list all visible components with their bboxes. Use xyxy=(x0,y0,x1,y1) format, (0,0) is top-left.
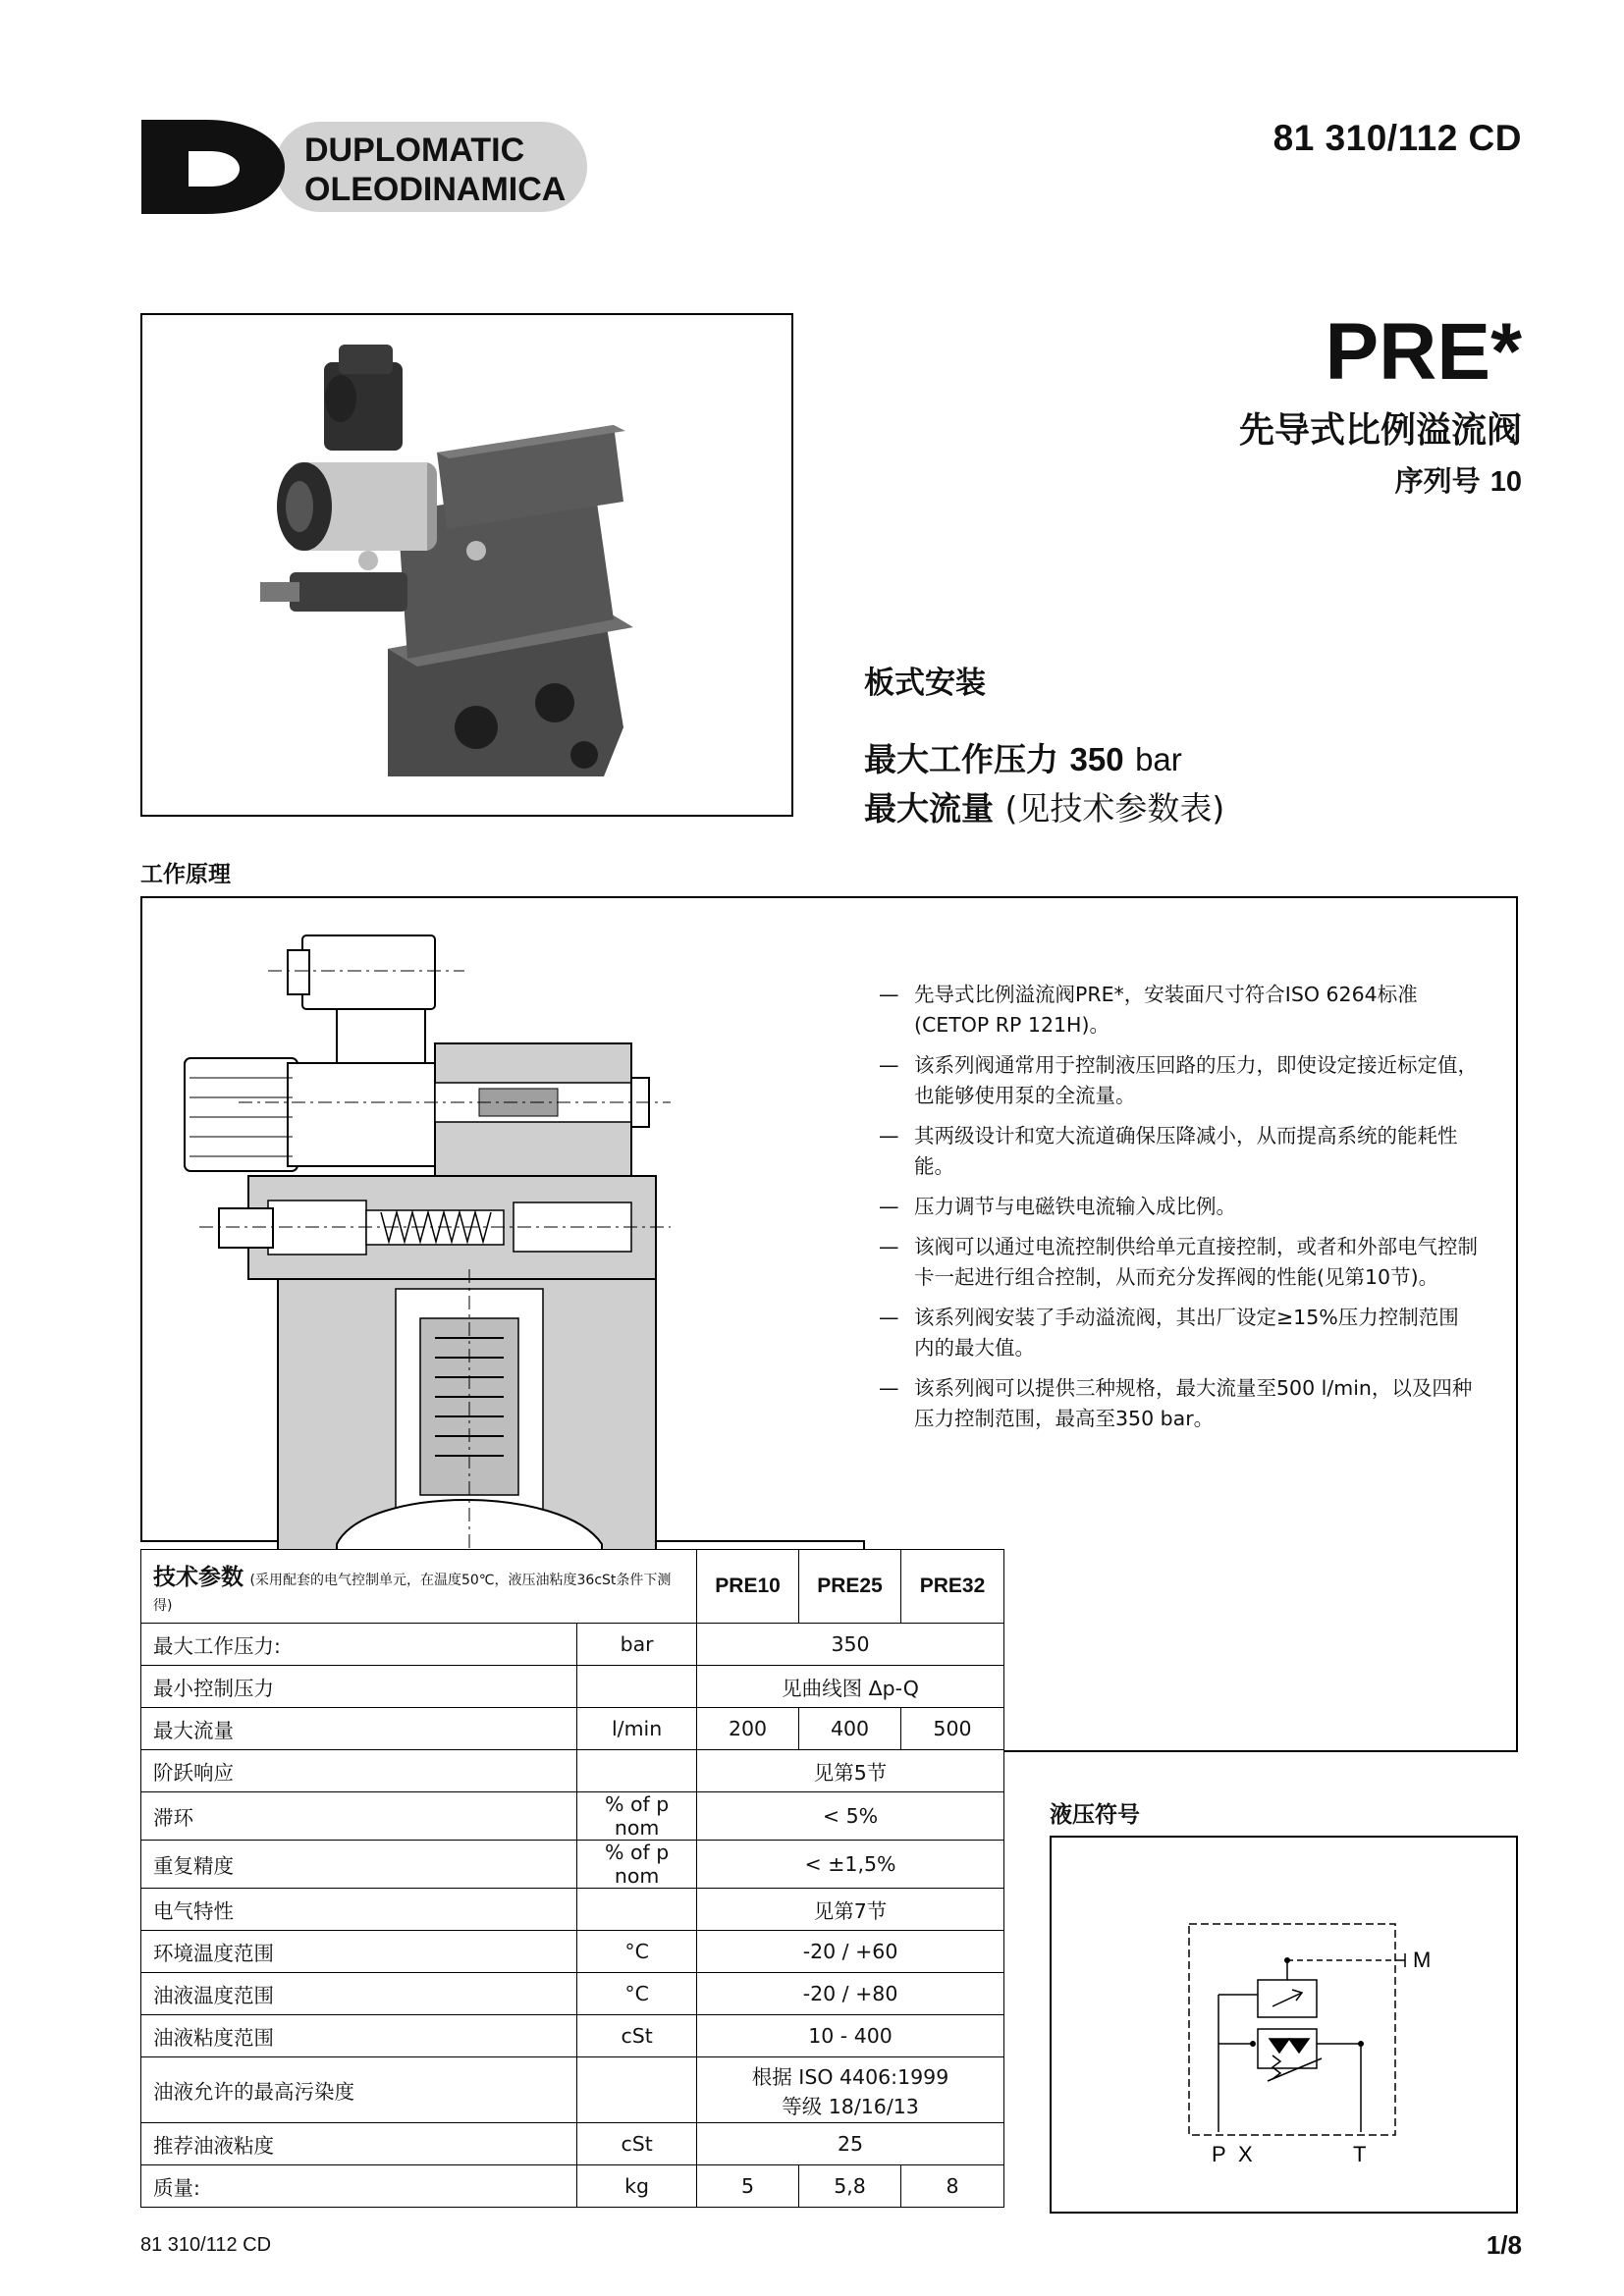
param-cell: 最大流量 xyxy=(141,1708,577,1750)
param-cell: 最小控制压力 xyxy=(141,1666,577,1708)
max-pressure-label: 最大工作压力 xyxy=(864,740,1058,778)
unit-cell: kg xyxy=(577,2165,697,2208)
table-row xyxy=(141,2123,1004,2165)
symbol-label-t: T xyxy=(1353,2142,1367,2166)
value-cell: 10 - 400 xyxy=(697,2015,1004,2057)
table-title-cell xyxy=(141,1550,697,1624)
param-cell: 重复精度 xyxy=(141,1841,577,1889)
param-cell: 阶跃响应 xyxy=(141,1750,577,1792)
brand-line-2: OLEODINAMICA xyxy=(304,171,567,208)
table-row xyxy=(141,1624,1004,1666)
unit-cell: cSt xyxy=(577,2015,697,2057)
unit-cell: % of p nom xyxy=(577,1841,697,1889)
principle-bullets xyxy=(879,980,1478,1444)
value-cell: 见曲线图 Δp-Q xyxy=(697,1666,1004,1708)
unit-cell: cSt xyxy=(577,2123,697,2165)
bullet-item: — 先导式比例溢流阀PRE*，安装面尺寸符合ISO 6264标准(CETOP RP 121H)。 xyxy=(879,983,1418,1037)
page-number: 1/8 xyxy=(1486,2230,1522,2260)
footer-code: 81 310/112 CD xyxy=(140,2234,272,2256)
value-cell: 200 xyxy=(697,1708,799,1750)
value-cell: 8 xyxy=(901,2165,1004,2208)
table-row xyxy=(141,1792,1004,1841)
value-cell: -20 / +60 xyxy=(697,1931,1004,1973)
symbol-label-p: P xyxy=(1212,2142,1226,2166)
value-cell: 5,8 xyxy=(799,2165,901,2208)
value-cell: 400 xyxy=(799,1708,901,1750)
symbol-label-x: X xyxy=(1238,2142,1253,2166)
mounting-type: 板式安装 xyxy=(864,666,986,701)
unit-cell: % of p nom xyxy=(577,1792,697,1841)
table-row xyxy=(141,1841,1004,1889)
value-cell: 见第5节 xyxy=(697,1750,1004,1792)
table-row xyxy=(141,1666,1004,1708)
value-cell: 25 xyxy=(697,2123,1004,2165)
unit-cell xyxy=(577,2057,697,2123)
bullet-item: — 该系列阀可以提供三种规格，最大流量至500 l/min，以及四种压力控制范围，最高至350 bar。 xyxy=(879,1376,1473,1430)
tech-spec-table xyxy=(140,1549,1004,2208)
unit-cell xyxy=(577,1889,697,1931)
param-cell: 油液粘度范围 xyxy=(141,2015,577,2057)
param-cell: 环境温度范围 xyxy=(141,1931,577,1973)
param-cell: 最大工作压力: xyxy=(141,1624,577,1666)
value-cell: < ±1,5% xyxy=(697,1841,1004,1889)
value-cell xyxy=(697,2057,1004,2123)
table-note: (采用配套的电气控制单元，在温度50℃，液压油粘度36cSt条件下测得) xyxy=(153,1572,672,1614)
table-row xyxy=(141,1973,1004,2015)
principle-heading: 工作原理 xyxy=(140,862,231,887)
max-flow xyxy=(864,783,1224,829)
series-line xyxy=(1395,459,1522,500)
param-cell: 滞环 xyxy=(141,1792,577,1841)
param-cell: 油液温度范围 xyxy=(141,1973,577,2015)
table-row xyxy=(141,1931,1004,1973)
max-pressure-value: 350 xyxy=(1069,741,1124,777)
value-cell: -20 / +80 xyxy=(697,1973,1004,2015)
unit-cell xyxy=(577,1666,697,1708)
value-line: 根据 ISO 4406:1999 xyxy=(751,2065,949,2089)
table-row xyxy=(141,1750,1004,1792)
table-row xyxy=(141,1889,1004,1931)
table-row xyxy=(141,2057,1004,2123)
product-photo xyxy=(140,313,793,817)
table-row xyxy=(141,2165,1004,2208)
max-pressure-unit: bar xyxy=(1135,741,1182,777)
value-cell: 500 xyxy=(901,1708,1004,1750)
param-cell: 电气特性 xyxy=(141,1889,577,1931)
unit-cell xyxy=(577,1750,697,1792)
model-header: PRE10 xyxy=(697,1550,799,1624)
brand-line-1: DUPLOMATIC xyxy=(304,132,525,169)
unit-cell: °C xyxy=(577,1973,697,2015)
param-cell: 油液允许的最高污染度 xyxy=(141,2057,577,2123)
symbol-label-m: M xyxy=(1413,1948,1432,1972)
symbol-heading: 液压符号 xyxy=(1050,1802,1140,1828)
bullet-item: — 该阀可以通过电流控制供给单元直接控制，或者和外部电气控制卡一起进行组合控制，从而充分发挥阀的性能(见第10节)。 xyxy=(879,1235,1478,1289)
value-cell: 350 xyxy=(697,1624,1004,1666)
company-logo xyxy=(137,116,589,218)
bullet-item: — 该系列阀通常用于控制液压回路的压力，即使设定接近标定值，也能够使用泵的全流量。 xyxy=(879,1053,1478,1107)
bullet-item: — 其两级设计和宽大流道确保压降减小，从而提高系统的能耗性能。 xyxy=(879,1124,1458,1178)
table-row xyxy=(141,2015,1004,2057)
unit-cell: °C xyxy=(577,1931,697,1973)
table-header-row xyxy=(141,1550,1004,1624)
bullet-item: — 该系列阀安装了手动溢流阀，其出厂设定≥15%压力控制范围内的最大值。 xyxy=(879,1306,1459,1360)
unit-cell: bar xyxy=(577,1624,697,1666)
bullet-item: — 压力调节与电磁铁电流输入成比例。 xyxy=(879,1195,1236,1218)
max-flow-label: 最大流量 xyxy=(864,789,994,828)
series-label: 序列号 xyxy=(1394,464,1481,498)
product-subtitle: 先导式比例溢流阀 xyxy=(1238,410,1522,451)
max-flow-note: (见技术参数表) xyxy=(1004,789,1225,828)
value-cell: 5 xyxy=(697,2165,799,2208)
document-code: 81 310/112 CD xyxy=(1272,118,1522,158)
table-title: 技术参数 xyxy=(153,1564,244,1590)
product-title: PRE* xyxy=(1325,307,1522,397)
model-header: PRE25 xyxy=(799,1550,901,1624)
model-header: PRE32 xyxy=(901,1550,1004,1624)
max-pressure xyxy=(864,734,1182,780)
param-cell: 推荐油液粘度 xyxy=(141,2123,577,2165)
table-row xyxy=(141,1708,1004,1750)
value-cell: < 5% xyxy=(697,1792,1004,1841)
series-number: 10 xyxy=(1489,466,1522,498)
value-cell: 见第7节 xyxy=(697,1889,1004,1931)
hydraulic-symbol xyxy=(1050,1836,1518,2214)
param-cell: 质量: xyxy=(141,2165,577,2208)
value-line: 等级 18/16/13 xyxy=(782,2095,919,2118)
unit-cell: l/min xyxy=(577,1708,697,1750)
